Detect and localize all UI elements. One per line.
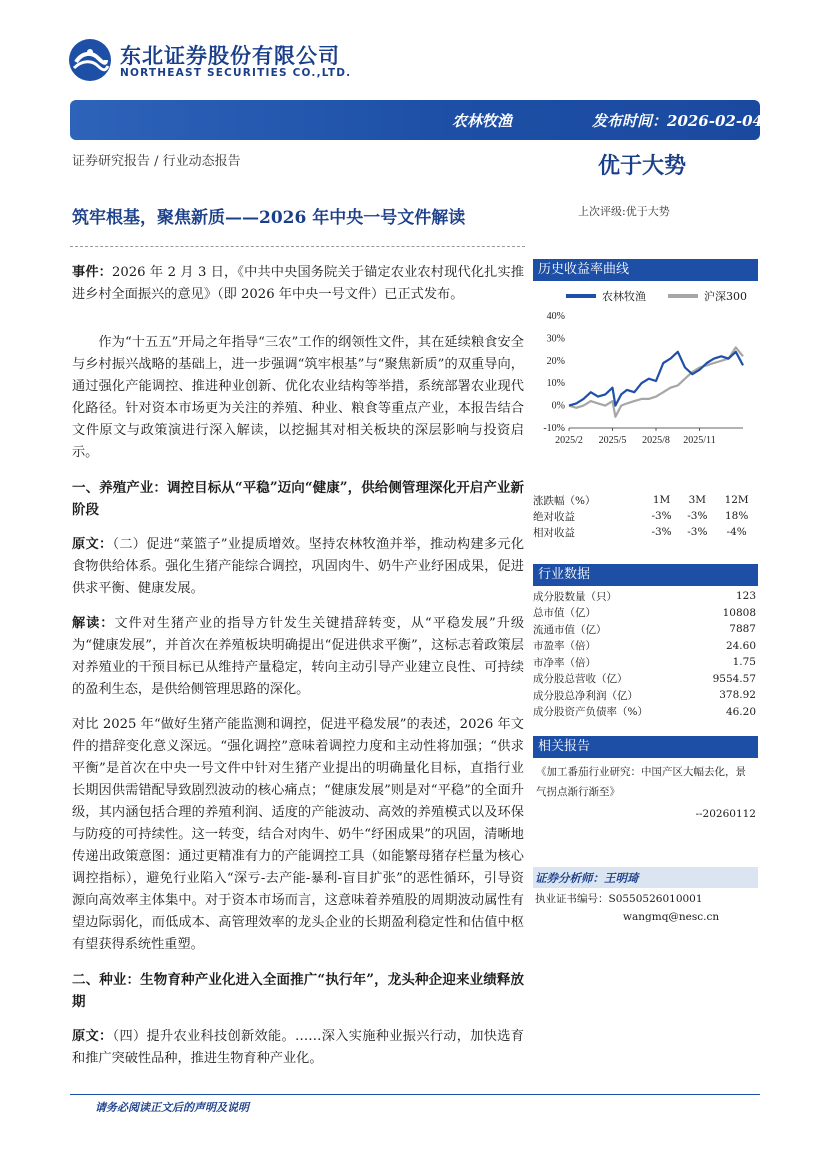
- y-tick-label: 40%: [546, 311, 565, 322]
- perf-cell: -3%: [687, 510, 708, 522]
- industry-table: [533, 588, 758, 720]
- publish-date: 发布时间：2026-02-04: [592, 112, 763, 130]
- table-row: [533, 704, 758, 721]
- legend-swatch-sector: [566, 294, 596, 298]
- industry-key: 流通市值（亿）: [533, 623, 607, 636]
- s1-interpretation-text: 文件对生猪产业的指导方针发生关键措辞转变，从“平稳发展”升级为“健康发展”，并首次在养殖板块明确提出“促进供求平衡”，这标志着政策层对养殖业的干预目标已从维持产量稳定，转向主动引导产业建立良性、可持续的盈利生态，是供给侧管理思路的深化。: [72, 616, 525, 697]
- s2-original-text: （四）提升农业科技创新效能。……深入实施种业振兴行动，加快选育和推广突破性品种，推进生物育种产业化。: [72, 1029, 525, 1066]
- previous-rating: 上次评级:优于大势: [578, 205, 670, 218]
- rating-label: 优于大势: [598, 153, 687, 179]
- breadcrumb: 证券研究报告 / 行业动态报告: [72, 154, 241, 169]
- industry-data-panel: [533, 564, 758, 720]
- industry-key: 总市值（亿）: [533, 607, 596, 620]
- x-tick-label: 2025/2: [555, 435, 583, 446]
- related-header: 相关报告: [533, 736, 758, 758]
- perf-cell: -3%: [687, 526, 708, 538]
- industry-key: 成分股资产负债率（%）: [533, 706, 648, 719]
- performance-header-row: [533, 492, 758, 508]
- title-divider: [70, 246, 525, 247]
- industry-value: 9554.57: [712, 672, 756, 685]
- industry-value: 24.60: [725, 639, 756, 652]
- industry-key: 成分股数量（只）: [533, 590, 617, 603]
- footer-disclaimer: 请务必阅读正文后的声明及说明: [95, 1101, 249, 1114]
- perf-cell: -4%: [726, 526, 747, 538]
- industry-value: 1.75: [732, 656, 756, 669]
- legend-label-index: 沪深300: [704, 290, 747, 303]
- table-row: [533, 588, 758, 605]
- main-body: [72, 262, 524, 1083]
- y-tick-label: -10%: [543, 423, 565, 434]
- perf-header-label: 涨跌幅（%）: [533, 494, 596, 507]
- performance-table-panel: [533, 492, 758, 540]
- s1-comparison-paragraph: 对比 2025 年“做好生猪产能监测和调控，促进平稳发展”的表述，2026 年文件的措辞变化意义深远。“强化调控”意味着调控力度和主动性将加强；“供求平衡”是首次在中央一号文件中针对生猪产业提出的明确量化目标，直指行业长期因供需错配导致剧烈波动的核心痛点；“健康发展”则是对“平稳”的全面升级，其内涵包括合理的养殖利润、适度的产能波动、高效的养殖模式以及环保与防疫的可持续性。这一转变，结合对肉牛、奶牛“纾困成果”的巩固，清晰地传递出政策意图：通过更精准有力的产能调控工具（如能繁母猪存栏量为核心调控指标），避免行业陷入“深亏-去产能-暴利-盲目扩张”的恶性循环，引导资源向高效率主体集中。对于资本市场而言，这意味着养殖股的周期波动属性有望边际弱化，而低成本、高管理效率的龙头企业的长期盈利稳定性和估值中枢有望获得系统性重塑。: [72, 717, 524, 952]
- footer-divider: [70, 1094, 760, 1095]
- related-reports-panel: [533, 736, 758, 820]
- sector-label: 农林牧渔: [452, 112, 513, 130]
- industry-value: 7887: [729, 623, 756, 636]
- table-row: [533, 524, 758, 540]
- industry-value: 46.20: [725, 705, 756, 718]
- industry-key: 成分股总净利润（亿）: [533, 689, 638, 702]
- perf-header-1m: 1M: [652, 494, 671, 506]
- report-title: 筑牢根基，聚焦新质——2026 年中央一号文件解读: [72, 208, 466, 228]
- table-row: [533, 638, 758, 655]
- table-row: [533, 654, 758, 671]
- s2-original-paragraph: [72, 1026, 524, 1070]
- legend-label-sector: 农林牧渔: [602, 290, 646, 303]
- event-text: 2026 年 2 月 3 日，《中共中央国务院关于锚定农业农村现代化扎实推进乡村全面振兴的意见》（即 2026 年中央一号文件）已正式发布。: [72, 265, 525, 302]
- industry-value: 378.92: [719, 689, 756, 702]
- intro-paragraph: 作为“十五五”开局之年指导“三农”工作的纲领性文件，其在延续粮食安全与乡村振兴战略的基础上，进一步强调“筑牢根基”与“聚焦新质”的双重导向，通过强化产能调控、推进种业创新、优化农业结构等举措，系统部署农业现代化路径。针对资本市场更为关注的养殖、种业、粮食等重点产业，本报告结合文件原文与政策演进行深入解读，以挖掘其对相关板块的深层影响与投资启示。: [72, 335, 524, 460]
- table-row: [533, 508, 758, 524]
- perf-cell: -3%: [651, 526, 672, 538]
- s1-original-lead: 原文：: [72, 537, 113, 552]
- legend-swatch-index: [668, 294, 698, 298]
- y-tick-label: 20%: [546, 355, 565, 367]
- s2-original-lead: 原文：: [72, 1029, 113, 1044]
- perf-cell: -3%: [651, 510, 672, 522]
- analyst-license: 执业证书编号：S0550526010001: [535, 893, 703, 905]
- s1-interpretation-paragraph: [72, 613, 524, 701]
- return-chart: [533, 306, 758, 456]
- analyst-name: 证券分析师：王明琦: [535, 871, 639, 885]
- event-paragraph: [72, 262, 524, 306]
- s1-original-paragraph: [72, 534, 524, 600]
- industry-value: 123: [735, 590, 756, 603]
- y-tick-label: 10%: [546, 378, 565, 390]
- table-row: [533, 687, 758, 704]
- chart-header: 历史收益率曲线: [533, 259, 758, 281]
- company-logo-icon: [68, 38, 112, 82]
- x-tick-label: 2025/5: [598, 435, 627, 446]
- industry-key: 市盈率（倍）: [533, 640, 596, 653]
- industry-header: 行业数据: [533, 564, 758, 586]
- performance-table: [533, 492, 758, 540]
- company-name-cn: 东北证券股份有限公司: [120, 44, 340, 68]
- y-tick-label: 0%: [551, 400, 565, 412]
- x-tick-label: 2025/8: [642, 435, 670, 446]
- industry-key: 成分股总营收（亿）: [533, 673, 628, 686]
- chart-legend: [533, 288, 758, 304]
- section-2-heading: 二、种业：生物育种产业化进入全面推广“执行年”，龙头种企迎来业绩释放期: [72, 972, 524, 1010]
- table-row: [533, 621, 758, 638]
- x-tick-label: 2025/11: [683, 435, 716, 446]
- table-row: [533, 671, 758, 688]
- event-lead: 事件：: [72, 265, 113, 280]
- related-report-date: --20260112: [695, 808, 756, 820]
- s1-original-text: （二）促进“菜篮子”业提质增效。坚持农林牧渔并举，推动构建多元化食物供给体系。强化生猪产能综合调控，巩固肉牛、奶牛产业纾困成果，促进供求平衡、健康发展。: [72, 537, 525, 596]
- perf-row-label: 绝对收益: [533, 510, 575, 523]
- perf-header-12m: 12M: [724, 494, 749, 506]
- section-1-heading: 一、养殖产业：调控目标从“平稳”迈向“健康”，供给侧管理深化开启产业新阶段: [72, 480, 524, 518]
- perf-cell: 18%: [724, 510, 749, 522]
- industry-value: 10808: [722, 606, 756, 619]
- related-report-link[interactable]: 《加工番茄行业研究：中国产区大幅去化，景气拐点渐行渐至》: [536, 766, 746, 798]
- company-name-en: NORTHEAST SECURITIES CO.,LTD.: [120, 67, 352, 79]
- perf-row-label: 相对收益: [533, 526, 575, 539]
- table-row: [533, 605, 758, 622]
- s1-interpretation-lead: 解读：: [72, 616, 115, 631]
- y-tick-label: 30%: [546, 333, 565, 345]
- chart-panel: [533, 259, 758, 460]
- analyst-email[interactable]: wangmq@nesc.cn: [623, 911, 720, 923]
- perf-header-3m: 3M: [688, 494, 707, 506]
- industry-key: 市净率（倍）: [533, 656, 596, 669]
